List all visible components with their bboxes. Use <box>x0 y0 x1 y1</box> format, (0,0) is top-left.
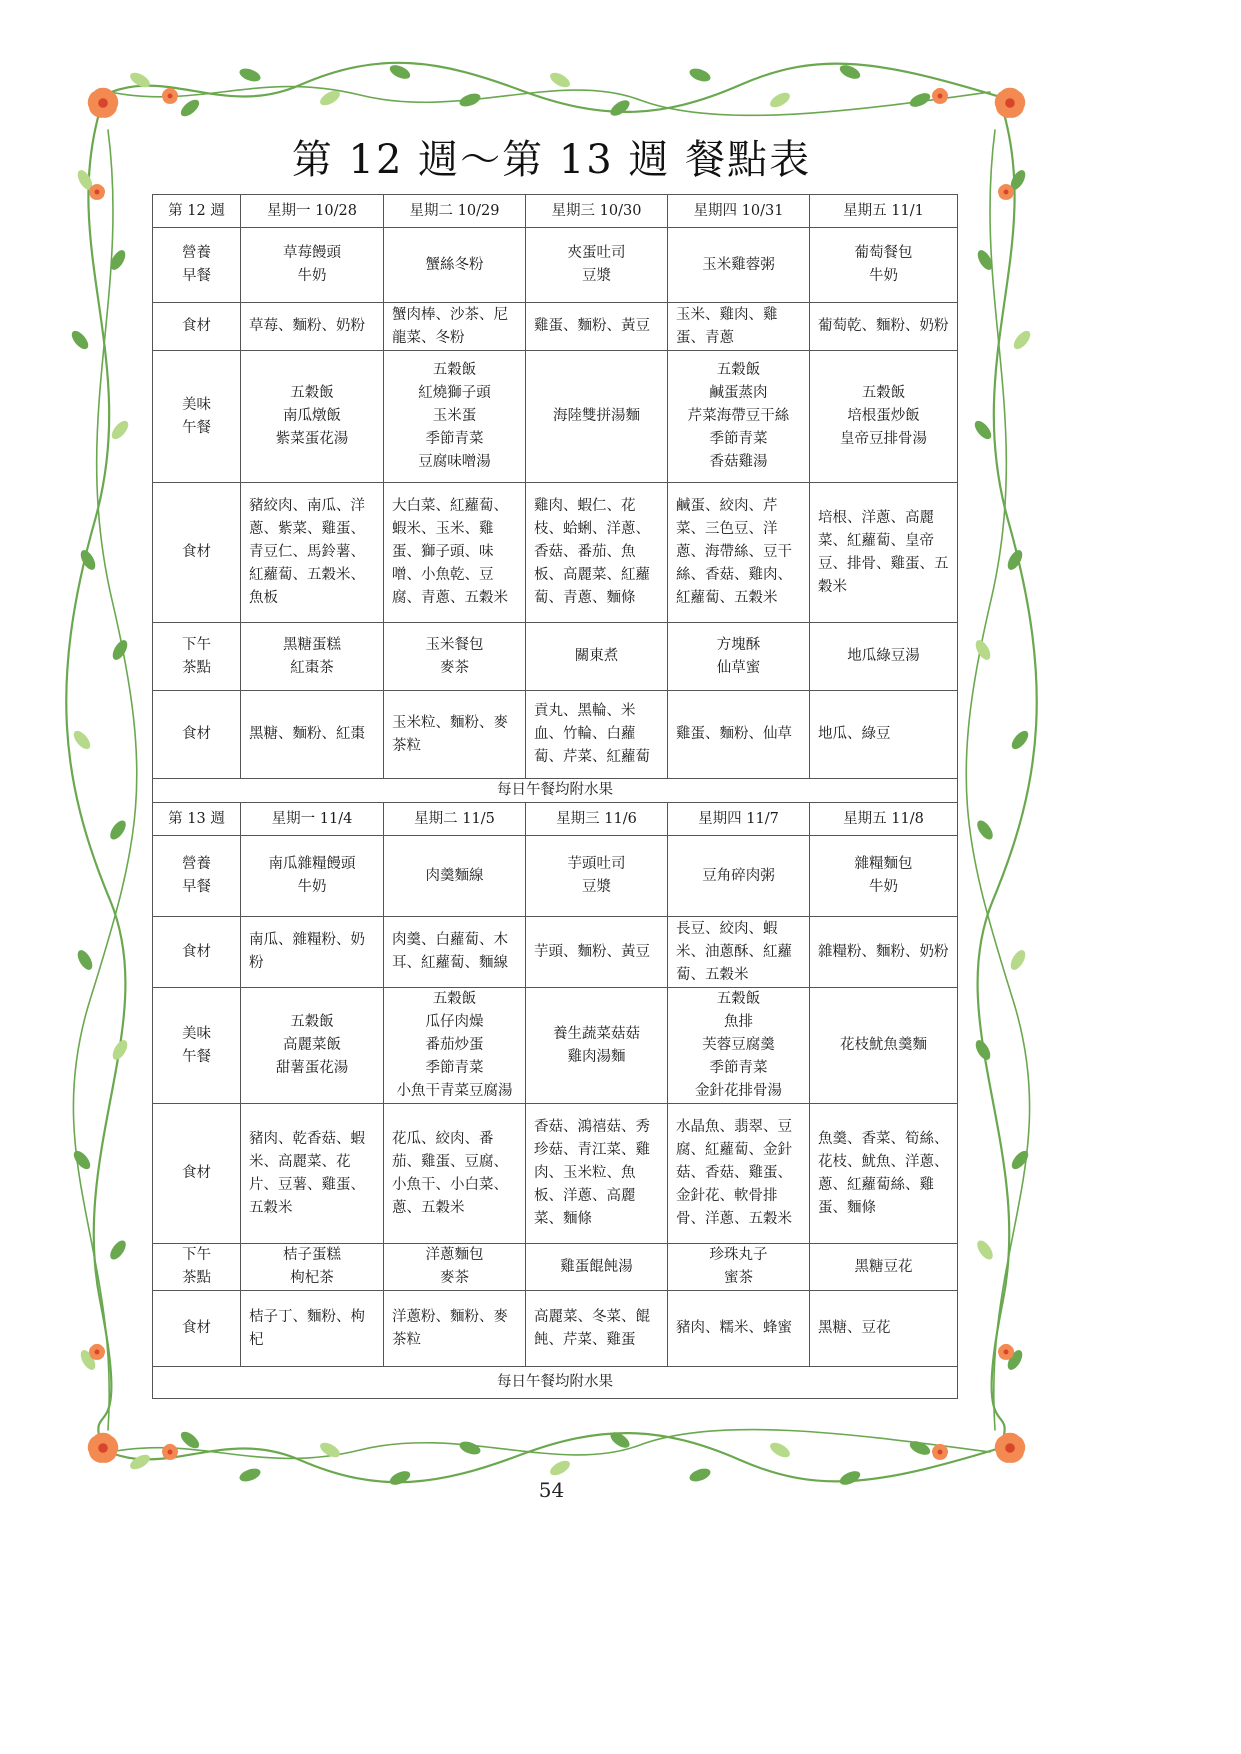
meal-cell <box>668 351 810 483</box>
cell-line: 五穀飯 <box>716 991 761 1007</box>
ingredients-cell <box>810 917 958 988</box>
cell-line: 珍珠丸子 <box>709 1247 768 1263</box>
ingredients-cell <box>384 1104 526 1244</box>
left-vine <box>66 110 125 1440</box>
leaf-decoration <box>974 818 996 842</box>
cell-line: 水晶魚、翡翠、豆腐、紅蘿蔔、金針菇、香菇、雞蛋、金針花、軟骨排骨、洋蔥、五穀米 <box>676 1119 792 1227</box>
ingredients-cell <box>810 1104 958 1244</box>
meal-row <box>153 351 958 483</box>
cell-line: 季節青菜 <box>425 431 484 447</box>
ingredients-cell <box>241 303 384 351</box>
meal-row <box>153 303 958 351</box>
row-label <box>153 228 241 303</box>
row-label <box>153 691 241 779</box>
ingredients-cell <box>526 1104 668 1244</box>
cell-line: 五穀飯 <box>432 362 477 378</box>
leaf-decoration <box>1008 948 1029 973</box>
meal-cell <box>384 988 526 1104</box>
row-label <box>153 351 241 483</box>
cell-line: 養生蔬菜菇菇 <box>553 1025 640 1042</box>
row-label-line: 營養 <box>182 245 211 261</box>
cell-line: 季節青菜 <box>709 431 768 447</box>
meal-cell <box>241 228 384 303</box>
week-header-row <box>153 195 958 228</box>
leaf-decoration <box>548 1458 573 1479</box>
cell-line: 麥茶 <box>440 659 469 676</box>
row-label-line: 食材 <box>182 726 211 742</box>
leaf-decoration <box>972 418 995 442</box>
day-header: 星期四 10/31 <box>668 195 810 228</box>
leaf-decoration <box>548 70 573 91</box>
meal-cell <box>241 1244 384 1291</box>
row-label <box>153 483 241 623</box>
leaf-decoration <box>1005 548 1026 573</box>
meal-cell <box>810 623 958 691</box>
fruit-note-row <box>153 779 958 803</box>
cell-line: 地瓜、綠豆 <box>818 726 891 742</box>
meal-row <box>153 836 958 917</box>
meal-cell <box>526 836 668 917</box>
cell-line: 玉米、雞肉、雞蛋、青蔥 <box>676 306 778 346</box>
cell-line: 瓜仔肉燥 <box>425 1014 484 1030</box>
flower-decoration <box>993 1433 1028 1466</box>
ingredients-cell <box>384 917 526 988</box>
leaf-decoration <box>608 97 632 119</box>
cell-line: 洋蔥麵包 <box>425 1247 484 1263</box>
ingredients-cell <box>810 691 958 779</box>
leaf-decoration <box>1009 728 1032 752</box>
right-vine-2 <box>966 130 1029 1430</box>
ingredients-cell <box>241 1104 384 1244</box>
ingredients-cell <box>526 691 668 779</box>
left-vine-2 <box>73 130 136 1430</box>
cell-line: 海陸雙拼湯麵 <box>553 408 640 424</box>
cell-line: 桔子蛋糕 <box>283 1247 341 1263</box>
meal-cell <box>526 228 668 303</box>
meal-row <box>153 1244 958 1291</box>
day-header: 星期五 11/1 <box>810 195 958 228</box>
flower-decoration <box>993 88 1028 121</box>
row-label <box>153 1291 241 1367</box>
cell-line: 芹菜海帶豆干絲 <box>687 408 790 424</box>
cell-line: 黑糖、豆花 <box>818 1320 891 1336</box>
cell-line: 葡萄餐包 <box>854 245 913 261</box>
ingredients-cell <box>668 1291 810 1367</box>
cell-line: 洋蔥粉、麵粉、麥茶粒 <box>392 1308 508 1348</box>
row-label-line: 下午 <box>182 1247 211 1263</box>
cell-line: 草莓、麵粉、奶粉 <box>249 318 365 334</box>
page-title: 第 12 週～第 13 週 餐點表 <box>291 137 812 183</box>
fruit-note-row <box>153 1367 958 1399</box>
cell-line: 五穀飯 <box>290 1014 334 1030</box>
ingredients-cell <box>810 483 958 623</box>
cell-line: 肉羹、白蘿蔔、木耳、紅蘿蔔、麵線 <box>392 932 508 971</box>
cell-line: 五穀飯 <box>432 991 477 1007</box>
leaf-decoration <box>458 91 482 109</box>
meal-cell <box>668 988 810 1104</box>
menu-table <box>152 194 958 1399</box>
cell-line: 香菇、鴻禧菇、秀珍菇、青江菜、雞肉、玉米粒、魚板、洋蔥、高麗菜、麵條 <box>534 1119 650 1227</box>
ingredients-cell <box>384 303 526 351</box>
ingredients-cell <box>526 917 668 988</box>
row-label <box>153 917 241 988</box>
ingredients-cell <box>241 691 384 779</box>
cell-line: 方塊酥 <box>716 636 761 653</box>
cell-line: 豆角碎肉粥 <box>702 867 775 884</box>
row-label-line: 食材 <box>182 1165 211 1181</box>
leaf-decoration <box>107 1238 129 1262</box>
week-label: 第 12 週 <box>153 195 241 228</box>
cell-line: 草莓饅頭 <box>283 245 341 261</box>
leaf-decoration <box>768 90 793 111</box>
cell-line: 季節青菜 <box>425 1060 484 1076</box>
leaf-decoration <box>458 1439 482 1457</box>
ingredients-cell <box>526 1291 668 1367</box>
ingredients-cell <box>526 303 668 351</box>
ingredients-cell <box>384 691 526 779</box>
row-label-line: 茶點 <box>182 1270 211 1286</box>
meal-row <box>153 917 958 988</box>
row-label <box>153 836 241 917</box>
meal-row <box>153 228 958 303</box>
cell-line: 豆漿 <box>582 268 611 284</box>
day-header: 星期三 10/30 <box>526 195 668 228</box>
meal-cell <box>241 836 384 917</box>
cell-line: 牛奶 <box>869 268 898 284</box>
cell-line: 鹹蛋、絞肉、芹菜、三色豆、洋蔥、海帶絲、豆干絲、香菇、雞肉、紅蘿蔔、五穀米 <box>676 498 792 606</box>
cell-line: 雞蛋餛飩湯 <box>560 1258 633 1275</box>
ingredients-cell <box>668 303 810 351</box>
ingredients-cell <box>384 483 526 623</box>
cell-line: 培根、洋蔥、高麗菜、紅蘿蔔、皇帝豆、排骨、雞蛋、五穀米 <box>818 509 949 595</box>
row-label-line: 食材 <box>182 318 211 334</box>
cell-line: 長豆、絞肉、蝦米、油蔥酥、紅蘿蔔、五穀米 <box>676 920 792 983</box>
cell-line: 雜糧粉、麵粉、奶粉 <box>818 943 949 960</box>
meal-cell <box>526 351 668 483</box>
cell-line: 雞肉湯麵 <box>567 1048 626 1065</box>
meal-cell <box>810 988 958 1104</box>
cell-line: 仙草蜜 <box>716 659 761 676</box>
row-label <box>153 988 241 1104</box>
cell-line: 貢丸、黑輪、米血、竹輪、白蘿蔔、芹菜、紅蘿蔔 <box>534 703 650 765</box>
cell-line: 雞蛋、麵粉、黃豆 <box>534 318 650 334</box>
cell-line: 大白菜、紅蘿蔔、蝦米、玉米、雞蛋、獅子頭、味噌、小魚乾、豆腐、青蔥、五穀米 <box>392 498 508 606</box>
meal-cell <box>668 1244 810 1291</box>
cell-line: 芋頭、麵粉、黃豆 <box>534 943 650 960</box>
right-vine <box>978 110 1037 1440</box>
cell-line: 季節青菜 <box>709 1060 768 1076</box>
row-label-line: 早餐 <box>182 879 211 895</box>
cell-line: 甜薯蛋花湯 <box>275 1060 349 1076</box>
cell-line: 芙蓉豆腐羹 <box>702 1037 775 1053</box>
meal-row <box>153 1291 958 1367</box>
cell-line: 香菇雞湯 <box>709 454 768 470</box>
cell-line: 鹹蛋蒸肉 <box>709 385 768 401</box>
cell-line: 小魚干青菜豆腐湯 <box>396 1083 513 1099</box>
day-header: 星期三 11/6 <box>526 803 668 836</box>
cell-line: 雞肉、蝦仁、花枝、蛤蜊、洋蔥、香菇、番茄、魚板、高麗菜、紅蘿蔔、青蔥、麵條 <box>534 498 650 606</box>
cell-line: 牛奶 <box>297 268 327 284</box>
cell-line: 花枝魷魚羹麵 <box>840 1037 927 1053</box>
meal-cell <box>668 836 810 917</box>
cell-line: 玉米粒、麵粉、麥茶粒 <box>392 714 508 754</box>
cell-line: 黑糖豆花 <box>854 1258 913 1275</box>
cell-line: 玉米雞蓉粥 <box>702 256 775 273</box>
cell-line: 魚羹、香菜、筍絲、花枝、魷魚、洋蔥、蔥、紅蘿蔔絲、雞蛋、麵條 <box>818 1130 949 1216</box>
cell-line: 五穀飯 <box>716 362 761 378</box>
meal-cell <box>526 623 668 691</box>
row-label-line: 食材 <box>182 544 211 560</box>
cell-line: 五穀飯 <box>861 385 906 401</box>
leaf-decoration <box>71 728 94 752</box>
cell-line: 皇帝豆排骨湯 <box>840 431 927 447</box>
meal-cell <box>810 1244 958 1291</box>
cell-line: 葡萄乾、麵粉、奶粉 <box>818 318 949 334</box>
cell-line: 紅棗茶 <box>290 659 334 676</box>
leaf-decoration <box>178 97 202 120</box>
ingredients-cell <box>810 1291 958 1367</box>
cell-line: 蟹絲冬粉 <box>425 256 484 273</box>
leaf-decoration <box>908 90 933 109</box>
ingredients-cell <box>668 483 810 623</box>
cell-line: 枸杞茶 <box>290 1270 334 1286</box>
flower-decoration <box>931 88 949 106</box>
day-header: 星期一 10/28 <box>241 195 384 228</box>
leaf-decoration <box>110 638 131 663</box>
cell-line: 地瓜綠豆湯 <box>847 648 920 664</box>
ingredients-cell <box>668 1104 810 1244</box>
row-label-line: 午餐 <box>182 419 211 436</box>
meal-cell <box>668 623 810 691</box>
cell-line: 金針花排骨湯 <box>695 1083 782 1099</box>
meal-row <box>153 1104 958 1244</box>
cell-line: 高麗菜飯 <box>283 1037 341 1053</box>
day-header: 星期四 11/7 <box>668 803 810 836</box>
cell-line: 高麗菜、冬菜、餛飩、芹菜、雞蛋 <box>534 1308 650 1348</box>
ingredients-cell <box>526 483 668 623</box>
cell-line: 五穀飯 <box>290 385 334 401</box>
cell-line: 豬肉、乾香菇、蝦米、高麗菜、花片、豆薯、雞蛋、五穀米 <box>249 1130 365 1216</box>
meal-cell <box>241 351 384 483</box>
flower-decoration <box>86 1433 121 1466</box>
meal-cell <box>668 228 810 303</box>
cell-line: 豬絞肉、南瓜、洋蔥、紫菜、雞蛋、青豆仁、馬鈴薯、紅蘿蔔、五穀米、魚板 <box>249 498 365 606</box>
meal-cell <box>241 623 384 691</box>
cell-line: 番茄炒蛋 <box>425 1037 484 1053</box>
cell-line: 雞蛋、麵粉、仙草 <box>676 726 792 742</box>
cell-line: 雜糧麵包 <box>854 856 913 872</box>
leaf-decoration <box>973 638 994 663</box>
leaf-decoration <box>71 1148 94 1172</box>
cell-line: 豬肉、糯米、蜂蜜 <box>676 1320 792 1336</box>
cell-line: 黑糖、麵粉、紅棗 <box>249 726 365 742</box>
meal-cell <box>384 351 526 483</box>
week-label: 第 13 週 <box>153 803 241 836</box>
flower-decoration <box>161 88 179 106</box>
cell-line: 桔子丁、麵粉、枸杞 <box>249 1308 365 1348</box>
cell-line: 芋頭吐司 <box>567 856 626 872</box>
cell-line: 蟹肉棒、沙茶、尼龍菜、冬粉 <box>392 306 508 346</box>
leaf-decoration <box>1009 1148 1032 1172</box>
leaf-decoration <box>75 948 96 973</box>
meal-cell <box>241 988 384 1104</box>
row-label-line: 美味 <box>182 396 211 413</box>
row-label-line: 早餐 <box>182 268 211 284</box>
meal-cell <box>384 228 526 303</box>
row-label <box>153 1104 241 1244</box>
leaf-decoration <box>688 66 712 84</box>
cell-line: 蜜茶 <box>724 1270 753 1286</box>
cell-line: 牛奶 <box>297 879 327 895</box>
meal-cell <box>810 228 958 303</box>
cell-line: 南瓜、雜糧粉、奶粉 <box>249 932 365 971</box>
meal-cell <box>384 623 526 691</box>
row-label-line: 食材 <box>182 1320 211 1336</box>
cell-line: 豆腐味噌湯 <box>418 454 491 470</box>
fruit-note: 每日午餐均附水果 <box>153 779 958 803</box>
cell-line: 南瓜雜糧饅頭 <box>268 856 356 872</box>
cell-line: 肉羹麵線 <box>425 867 484 884</box>
day-header: 星期五 11/8 <box>810 803 958 836</box>
meal-row <box>153 988 958 1104</box>
meal-cell <box>526 1244 668 1291</box>
ingredients-cell <box>241 917 384 988</box>
cell-line: 玉米餐包 <box>425 636 484 653</box>
meal-cell <box>526 988 668 1104</box>
cell-line: 黑糖蛋糕 <box>283 636 341 653</box>
week-header-row <box>153 803 958 836</box>
cell-line: 南瓜燉飯 <box>283 408 341 424</box>
cell-line: 培根蛋炒飯 <box>847 408 920 424</box>
row-label <box>153 1244 241 1291</box>
row-label-line: 下午 <box>182 636 211 653</box>
meal-cell <box>810 351 958 483</box>
leaf-decoration <box>69 328 92 352</box>
cell-line: 麥茶 <box>440 1270 469 1286</box>
ingredients-cell <box>668 691 810 779</box>
ingredients-cell <box>384 1291 526 1367</box>
row-label-line: 食材 <box>182 943 211 960</box>
leaf-decoration <box>974 1238 996 1262</box>
meal-cell <box>384 1244 526 1291</box>
leaf-decoration <box>78 548 99 573</box>
top-vine <box>95 63 1010 112</box>
meal-row <box>153 623 958 691</box>
cell-line: 玉米蛋 <box>432 408 477 424</box>
leaf-decoration <box>128 1452 153 1473</box>
fruit-note: 每日午餐均附水果 <box>153 1367 958 1399</box>
ingredients-cell <box>241 1291 384 1367</box>
meal-row <box>153 691 958 779</box>
day-header: 星期二 10/29 <box>384 195 526 228</box>
cell-line: 紫菜蛋花湯 <box>275 431 349 447</box>
ingredients-cell <box>810 303 958 351</box>
leaf-decoration <box>388 62 413 81</box>
day-header: 星期二 11/5 <box>384 803 526 836</box>
row-label-line: 茶點 <box>182 659 211 676</box>
ingredients-cell <box>668 917 810 988</box>
ingredients-cell <box>241 483 384 623</box>
row-label-line: 美味 <box>182 1025 211 1042</box>
leaf-decoration <box>107 818 129 842</box>
leaf-decoration <box>768 1440 793 1461</box>
cell-line: 夾蛋吐司 <box>567 245 626 261</box>
cell-line: 魚排 <box>724 1014 753 1030</box>
leaf-decoration <box>238 66 262 84</box>
meal-row <box>153 483 958 623</box>
leaf-decoration <box>109 418 132 442</box>
meal-cell <box>384 836 526 917</box>
page-number: 54 <box>538 1478 565 1502</box>
cell-line: 關東煮 <box>574 648 619 664</box>
row-label <box>153 623 241 691</box>
meal-cell <box>810 836 958 917</box>
cell-line: 紅燒獅子頭 <box>418 385 491 401</box>
row-label <box>153 303 241 351</box>
cell-line: 牛奶 <box>869 879 898 895</box>
cell-line: 豆漿 <box>582 879 611 895</box>
cell-line: 花瓜、絞肉、番茄、雞蛋、豆腐、小魚干、小白菜、蔥、五穀米 <box>392 1130 508 1216</box>
row-label-line: 午餐 <box>182 1048 211 1065</box>
day-header: 星期一 11/4 <box>241 803 384 836</box>
leaf-decoration <box>1011 328 1034 352</box>
row-label-line: 營養 <box>182 856 211 872</box>
